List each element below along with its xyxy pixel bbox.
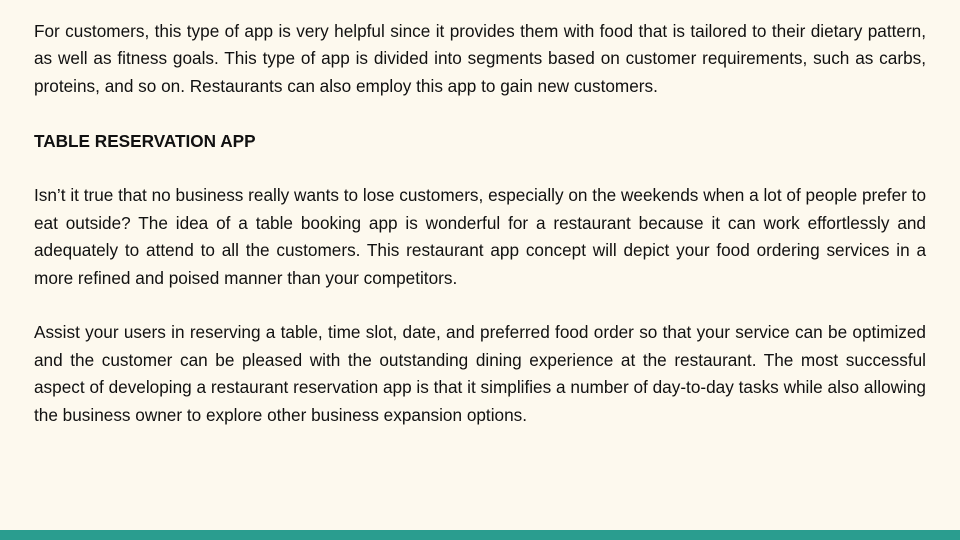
slide-body <box>34 18 926 429</box>
spacer <box>34 292 926 319</box>
table-reservation-paragraph: Isn’t it true that no business really wants to lose customers, especially on the weekends when a lot of people prefer to eat outside? The idea of a table booking app is wonderful for a restaurant because it can work effortlessly and adequately to attend to all the customers. This restaurant app concept will depict your food ordering services in a more refined and poised manner than your competitors. <box>34 185 926 288</box>
spacer <box>34 155 926 182</box>
intro-paragraph: For customers, this type of app is very helpful since it provides them with food that is tailored to their dietary pattern, as well as fitness goals. This type of app is divided into segments based on customer requirements, such as carbs, proteins, and so on. Restaurants can also employ this app to gain new customers. <box>34 21 926 96</box>
spacer <box>34 100 926 127</box>
footer-accent-bar <box>0 530 960 540</box>
section-heading: TABLE RESERVATION APP <box>34 130 256 151</box>
reservation-benefits-paragraph: Assist your users in reserving a table, time slot, date, and preferred food order so that your service can be optimized and the customer can be pleased with the outstanding dining experience at the restaurant. The most successful aspect of developing a restaurant reservation app is that it simplifies a number of day-to-day tasks while also allowing the business owner to explore other business expansion options. <box>34 322 926 425</box>
